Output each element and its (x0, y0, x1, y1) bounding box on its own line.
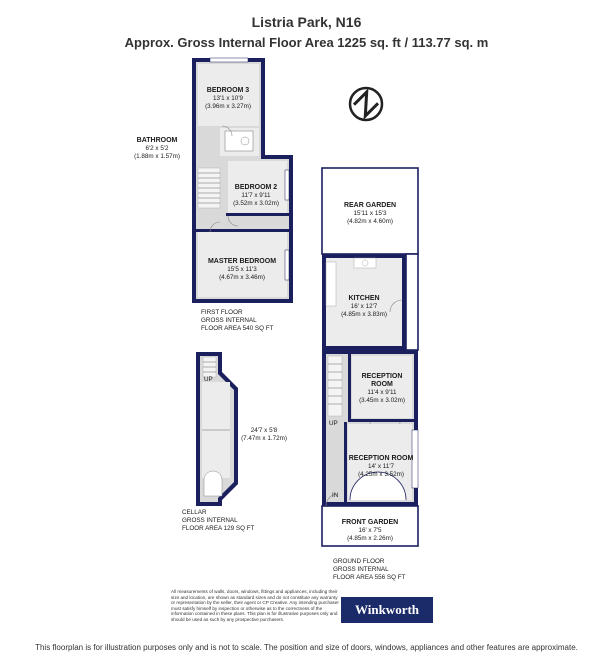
first-floor-label-3: FLOOR AREA 540 SQ FT (201, 325, 274, 332)
cellar-room-metric: (7.47m x 1.72m) (241, 435, 287, 442)
ground-floor-label-3: FLOOR AREA 556 SQ FT (333, 574, 406, 581)
entrance-in-mark: IN (332, 492, 339, 499)
ground-up-mark: UP (329, 420, 338, 427)
bedroom-2-imperial: 11'7 x 9'11 (241, 192, 271, 199)
reception-2-imperial: 14' x 11'7 (367, 463, 395, 470)
bathroom-name: BATHROOM (136, 137, 178, 144)
kitchen-name: KITCHEN (348, 295, 380, 302)
ground-floor-label-1: GROUND FLOOR (333, 558, 385, 565)
bedroom-2-metric: (3.52m x 3.02m) (233, 200, 279, 207)
bathroom-metric: (1.88m x 1.57m) (134, 153, 180, 160)
cellar-label-2: GROSS INTERNAL (182, 517, 238, 524)
stairs-icon (198, 168, 220, 208)
rear-garden-name: REAR GARDEN (343, 202, 397, 209)
kitchen-counter-icon (326, 262, 336, 306)
reception-2-metric: (4.25m x 3.52m) (358, 471, 404, 478)
ground-stairs-icon (328, 356, 342, 416)
rear-garden-imperial: 15'11 x 15'3 (353, 210, 387, 217)
first-floor-label-2: GROSS INTERNAL (201, 317, 257, 324)
bedroom-3-imperial: 13'1 x 10'9 (212, 95, 244, 102)
rear-garden-metric: (4.82m x 4.60m) (347, 218, 393, 225)
master-bedroom-metric: (4.67m x 3.46m) (219, 274, 265, 281)
cellar-label-1: CELLAR (182, 509, 207, 516)
footer-note: This floorplan is for illustration purposes only and is not to scale. The position and size of doors, windows, appliances and other features are approximate. (35, 643, 578, 652)
bedroom-3-name: BEDROOM 3 (206, 87, 250, 94)
first-floor-plan (134, 58, 293, 332)
disclaimer-text: All measurements of walls, doors, windows, fittings and appliances, including their size and location, are shown as standard sizes and do not constitute any warranty or representation by the seller, their agent or CP Creative. Any intending purchaser must satisfy himself by inspection or otherwise as to the correctness of the information contained in these plans. This plan is for illustrative purposes only and should be used as such by any prospective purchasers. (171, 589, 339, 622)
kitchen-imperial: 16' x 12'7 (350, 303, 378, 310)
reception-1-name: RECEPTION (361, 373, 403, 380)
master-bedroom-imperial: 15'5 x 11'3 (227, 266, 257, 273)
ground-floor-label-2: GROSS INTERNAL (333, 566, 389, 573)
bathroom-imperial: 6'2 x 5'2 (145, 145, 169, 152)
floor-area-subtitle: Approx. Gross Internal Floor Area 1225 sq. ft / 113.77 sq. m (124, 35, 489, 50)
reception-1-imperial: 11'4 x 9'11 (367, 389, 397, 396)
reception-2-name: RECEPTION ROOM (348, 455, 414, 462)
north-compass-icon (350, 88, 382, 120)
cellar-up-mark: UP (204, 376, 213, 383)
kitchen-metric: (4.85m x 3.83m) (341, 311, 387, 318)
property-title: Listria Park, N16 (251, 14, 362, 30)
first-floor-label-1: FIRST FLOOR (201, 309, 243, 316)
cellar-stairs-icon (203, 357, 216, 377)
reception-1-name-2: ROOM (371, 381, 393, 388)
reception-1-metric: (3.45m x 3.02m) (359, 397, 405, 404)
master-bedroom-name: MASTER BEDROOM (207, 258, 277, 265)
bedroom-2-name: BEDROOM 2 (234, 184, 278, 191)
cellar-room-imperial: 24'7 x 5'8 (250, 427, 278, 434)
ground-floor-plan (322, 168, 418, 581)
front-garden-name: FRONT GARDEN (341, 519, 399, 526)
kitchen (326, 258, 402, 346)
brand-logo: Winkworth (341, 597, 433, 623)
front-garden-metric: (4.85m x 2.26m) (347, 535, 393, 542)
cellar-label-3: FLOOR AREA 129 SQ FT (182, 525, 255, 532)
basin-icon (241, 137, 249, 145)
front-garden-imperial: 16' x 7'5 (358, 527, 382, 534)
cellar-plan (182, 352, 287, 532)
bedroom-3-metric: (3.96m x 3.27m) (205, 103, 251, 110)
